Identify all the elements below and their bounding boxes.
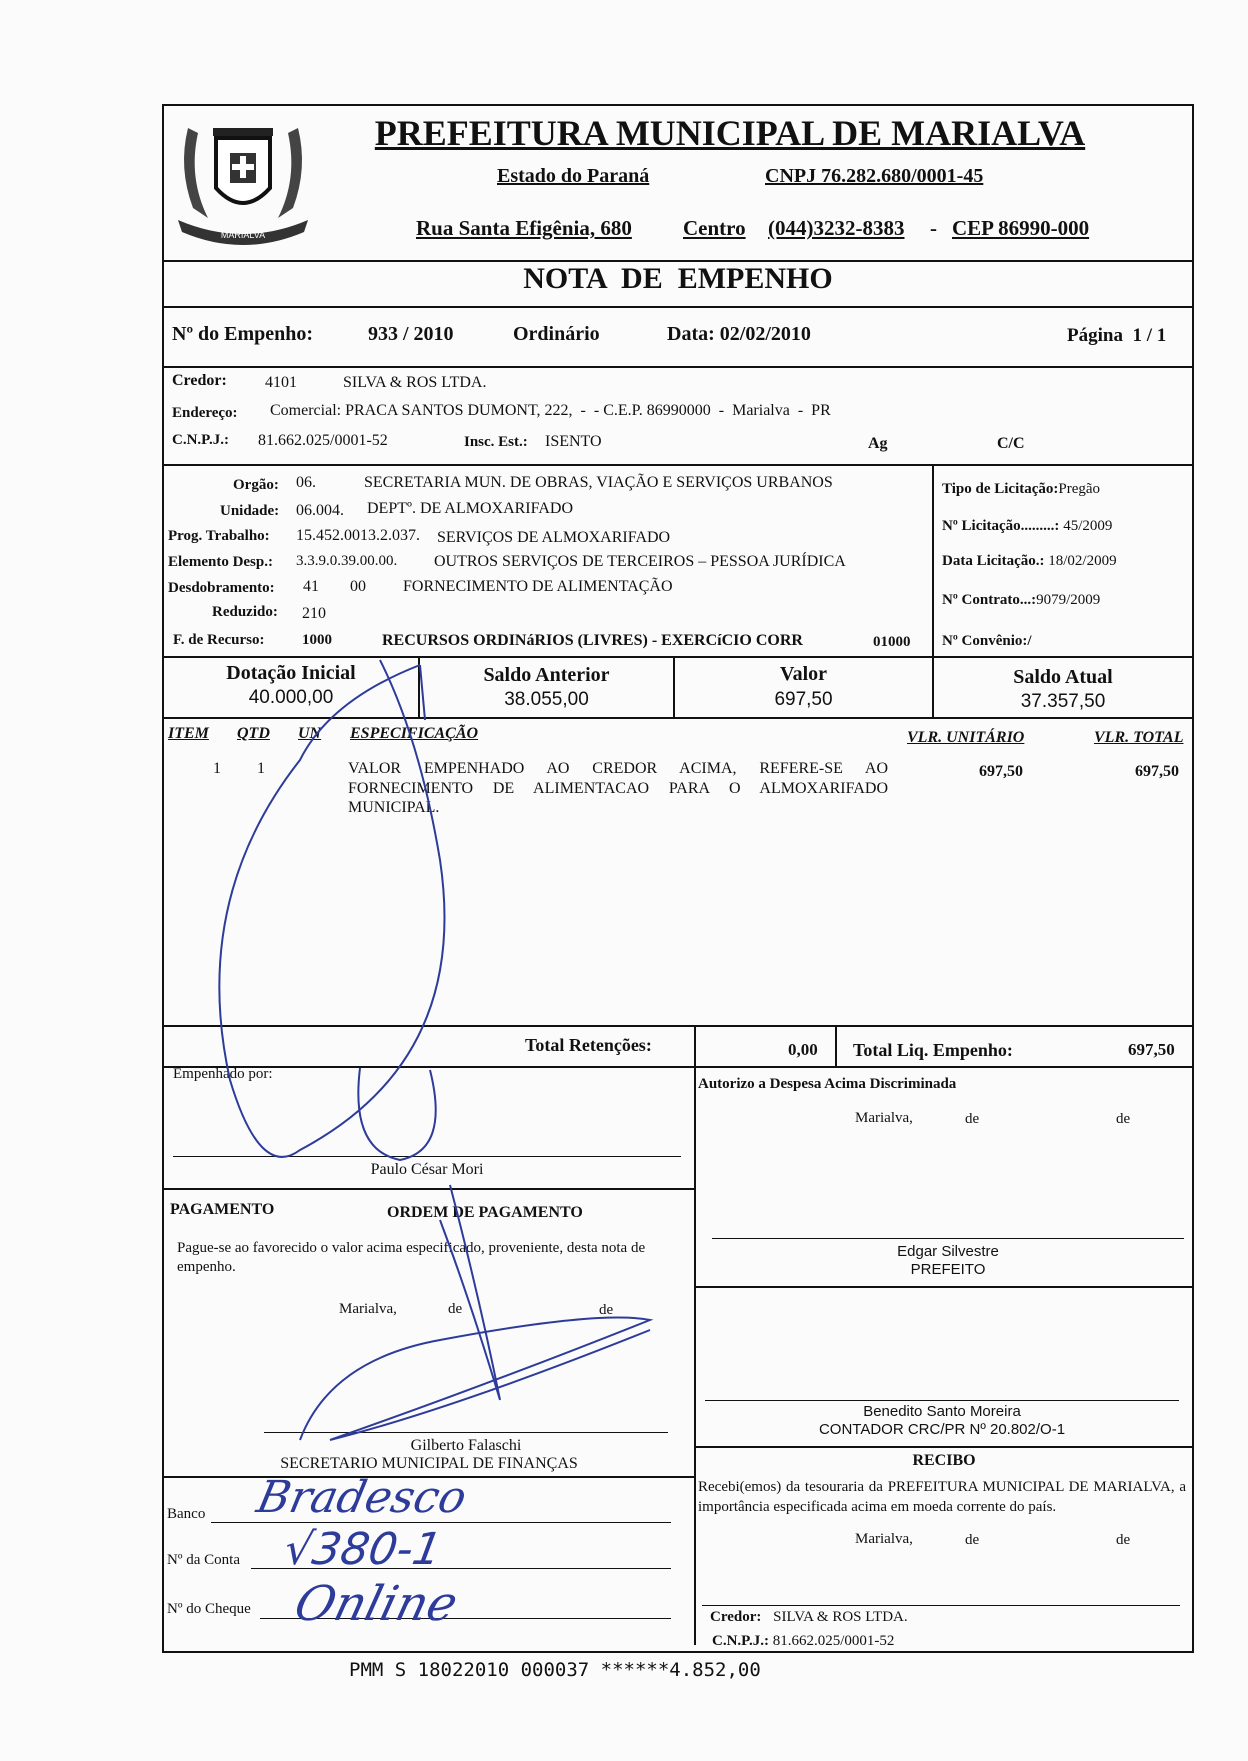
licitacao-numero: [942, 518, 1112, 535]
banco-handwriting: Bradesco: [252, 1472, 471, 1523]
item-number: 1: [213, 760, 221, 777]
licitacao-numero-label: Nº Licitação.........:: [942, 518, 1060, 534]
autorizo-de-2: de: [1116, 1111, 1131, 1127]
state-name: Estado do Paraná: [497, 165, 650, 187]
desdobramento-label: Desdobramento:: [168, 580, 275, 596]
col-item: ITEM: [168, 725, 209, 742]
secretario-nome: Gilberto Falaschi: [410, 1437, 522, 1454]
saldo-anterior-label: Saldo Anterior: [483, 664, 610, 686]
secretario-cargo: SECRETARIO MUNICIPAL DE FINANÇAS: [280, 1455, 578, 1472]
ordem-pagamento-label: ORDEM DE PAGAMENTO: [387, 1204, 583, 1221]
orgao-label: Orgão:: [233, 477, 279, 493]
credor-address: Comercial: PRACA SANTOS DUMONT, 222, - - C.E.P. 86990000 - Marialva - PR: [270, 402, 831, 419]
desdobramento-desc: FORNECIMENTO DE ALIMENTAÇÃO: [403, 578, 673, 595]
col-especificacao: ESPECIFICAÇÃO: [350, 725, 479, 742]
conta-handwriting: √380-1: [280, 1524, 446, 1575]
item-desc-line2: FORNECIMENTO DE ALIMENTACAO PARA O ALMOXARIFADO: [348, 780, 888, 797]
col-vlr-unitario: VLR. UNITÁRIO: [907, 729, 1025, 746]
conta-label: Nº da Conta: [167, 1552, 240, 1568]
unidade-code: 06.004.: [296, 502, 344, 519]
desdobramento-a: 41: [303, 578, 319, 595]
recurso-label: F. de Recurso:: [173, 632, 265, 648]
svg-text:MARIALVA: MARIALVA: [220, 230, 266, 240]
col-vlr-total: VLR. TOTAL: [1094, 729, 1184, 746]
recibo-credor-label: Credor:: [710, 1609, 762, 1625]
recurso-code2: 01000: [873, 634, 911, 650]
pagamento-de-2: de: [599, 1302, 614, 1318]
contador-cargo: CONTADOR CRC/PR Nº 20.802/O-1: [818, 1421, 1066, 1438]
licitacao-contrato-label: Nº Contrato...:: [942, 592, 1037, 608]
recibo-local: Marialva,: [855, 1531, 913, 1547]
endereco-label: Endereço:: [172, 405, 238, 421]
cheque-label: Nº do Cheque: [167, 1601, 251, 1617]
unidade-label: Unidade:: [220, 503, 280, 519]
pagamento-local: Marialva,: [339, 1301, 397, 1317]
recurso-code: 1000: [302, 632, 332, 648]
header-district: Centro: [683, 216, 746, 240]
licitacao-data: [942, 553, 1117, 570]
pagamento-label: PAGAMENTO: [170, 1201, 275, 1218]
autorizo-de-1: de: [965, 1111, 980, 1127]
prefeito-cargo: PREFEITO: [910, 1261, 986, 1278]
pague-se-text: Pague-se ao favorecido o valor acima especificado, proveniente, desta nota de empenho.: [177, 1240, 646, 1275]
cnpj-label: C.N.P.J.:: [172, 432, 229, 448]
col-un: UN: [298, 725, 322, 742]
dotacao-label: Dotação Inicial: [226, 662, 356, 684]
valor-value: 697,50: [774, 689, 833, 710]
total-liq-label: Total Liq. Empenho:: [853, 1040, 1013, 1060]
coat-of-arms-logo: [168, 108, 318, 256]
credor-cnpj: 81.662.025/0001-52: [258, 432, 388, 449]
desdobramento-b: 00: [350, 578, 366, 595]
page-number: Página 1 / 1: [1067, 325, 1167, 346]
licitacao-data-label: Data Licitação.:: [942, 553, 1045, 569]
orgao-desc: SECRETARIA MUN. DE OBRAS, VIAÇÃO E SERVIÇOS URBANOS: [364, 474, 833, 491]
total-liq-value: 697,50: [1128, 1040, 1175, 1059]
saldo-anterior-value: 38.055,00: [504, 689, 589, 710]
recibo-text: Recebi(emos) da tesouraria da PREFEITURA MUNICIPAL DE MARIALVA, a importância especificada acima em moeda corrente do país.: [698, 1479, 1186, 1515]
empenho-date: Data: 02/02/2010: [667, 323, 811, 345]
recibo-credor: [710, 1609, 908, 1626]
item-total-value: 697,50: [1135, 763, 1179, 780]
recibo-de-2: de: [1116, 1532, 1131, 1548]
prog-label: Prog. Trabalho:: [168, 528, 270, 544]
item-desc-line1: VALOR EMPENHADO AO CREDOR ACIMA, REFERE-SE AO: [348, 760, 888, 777]
cheque-handwriting: Online: [289, 1576, 464, 1632]
col-qtd: QTD: [237, 725, 270, 742]
total-retencoes-value: 0,00: [788, 1040, 818, 1059]
empenho-number: 933 / 2010: [368, 323, 454, 345]
recibo-de-1: de: [965, 1532, 980, 1548]
item-desc-line3: MUNICIPAL.: [348, 799, 440, 816]
recurso-desc: RECURSOS ORDINáRIOS (LIVRES) - EXERCíCIO CORR: [382, 632, 803, 649]
credor-label: Credor:: [172, 372, 227, 389]
reduzido-value: 210: [302, 605, 326, 622]
header-cnpj: CNPJ 76.282.680/0001-45: [765, 165, 984, 187]
dotacao-value: 40.000,00: [248, 687, 334, 708]
recibo-cnpj: [712, 1633, 894, 1650]
empenhado-nome: Paulo César Mori: [370, 1161, 484, 1178]
prefeito-nome: Edgar Silvestre: [897, 1243, 999, 1260]
credor-code: 4101: [265, 374, 297, 391]
orgao-code: 06.: [296, 474, 316, 491]
saldo-atual-label: Saldo Atual: [1013, 666, 1113, 688]
item-unit-value: 697,50: [979, 763, 1023, 780]
empenhado-label: Empenhado por:: [173, 1066, 273, 1082]
elemento-code: 3.3.9.0.39.00.00.: [296, 553, 398, 569]
valor-label: Valor: [779, 663, 828, 685]
pagamento-de-1: de: [448, 1301, 463, 1317]
header-cep: CEP 86990-000: [952, 216, 1090, 240]
document-title: NOTA DE EMPENHO: [523, 262, 833, 295]
licitacao-contrato-value: 9079/2009: [1036, 592, 1101, 608]
total-retencoes-label: Total Retenções:: [525, 1035, 652, 1055]
saldo-atual-value: 37.357,50: [1020, 691, 1106, 712]
licitacao-contrato: [942, 592, 1100, 609]
credor-name: SILVA & ROS LTDA.: [343, 374, 487, 391]
print-stamp: PMM S 18022010 000037 ******4.852,00: [349, 1659, 761, 1681]
recibo-credor-nome: SILVA & ROS LTDA.: [773, 1609, 908, 1625]
header-dash: -: [930, 216, 937, 240]
autorizo-text: Autorizo a Despesa Acima Discriminada: [698, 1076, 957, 1092]
licitacao-tipo-label: Tipo de Licitação:: [942, 481, 1059, 497]
header-phone: (044)3232-8383: [768, 216, 905, 240]
licitacao-data-value: 18/02/2009: [1048, 553, 1117, 569]
empenho-type: Ordinário: [513, 323, 600, 345]
credor-insc: ISENTO: [545, 433, 602, 450]
reduzido-label: Reduzido:: [212, 604, 278, 620]
prog-desc: SERVIÇOS DE ALMOXARIFADO: [437, 529, 671, 546]
elemento-desc: OUTROS SERVIÇOS DE TERCEIROS – PESSOA JURÍDICA: [434, 553, 846, 570]
municipality-title: PREFEITURA MUNICIPAL DE MARIALVA: [374, 113, 1086, 153]
banco-label: Banco: [167, 1506, 206, 1522]
recibo-cnpj-label: C.N.P.J.:: [712, 1633, 769, 1649]
header-address: Rua Santa Efigênia, 680: [416, 216, 632, 240]
licitacao-tipo-value: Pregão: [1058, 481, 1101, 497]
recibo-title: RECIBO: [912, 1452, 976, 1469]
elemento-label: Elemento Desp.:: [168, 554, 273, 570]
licitacao-convenio: Nº Convênio:/: [942, 633, 1032, 649]
licitacao-numero-value: 45/2009: [1063, 518, 1113, 534]
ag-label: Ag: [868, 435, 888, 452]
prog-code: 15.452.0013.2.037.: [296, 527, 420, 544]
unidade-desc: DEPTº. DE ALMOXARIFADO: [367, 500, 573, 517]
autorizo-local: Marialva,: [855, 1110, 913, 1126]
cc-label: C/C: [997, 435, 1025, 452]
contador-nome: Benedito Santo Moreira: [863, 1403, 1021, 1420]
licitacao-tipo: [942, 481, 1100, 498]
insc-label: Insc. Est.:: [464, 434, 528, 450]
item-qtd: 1: [257, 760, 265, 777]
recibo-cnpj-value: 81.662.025/0001-52: [772, 1633, 895, 1649]
empenho-label: Nº do Empenho:: [172, 323, 314, 345]
